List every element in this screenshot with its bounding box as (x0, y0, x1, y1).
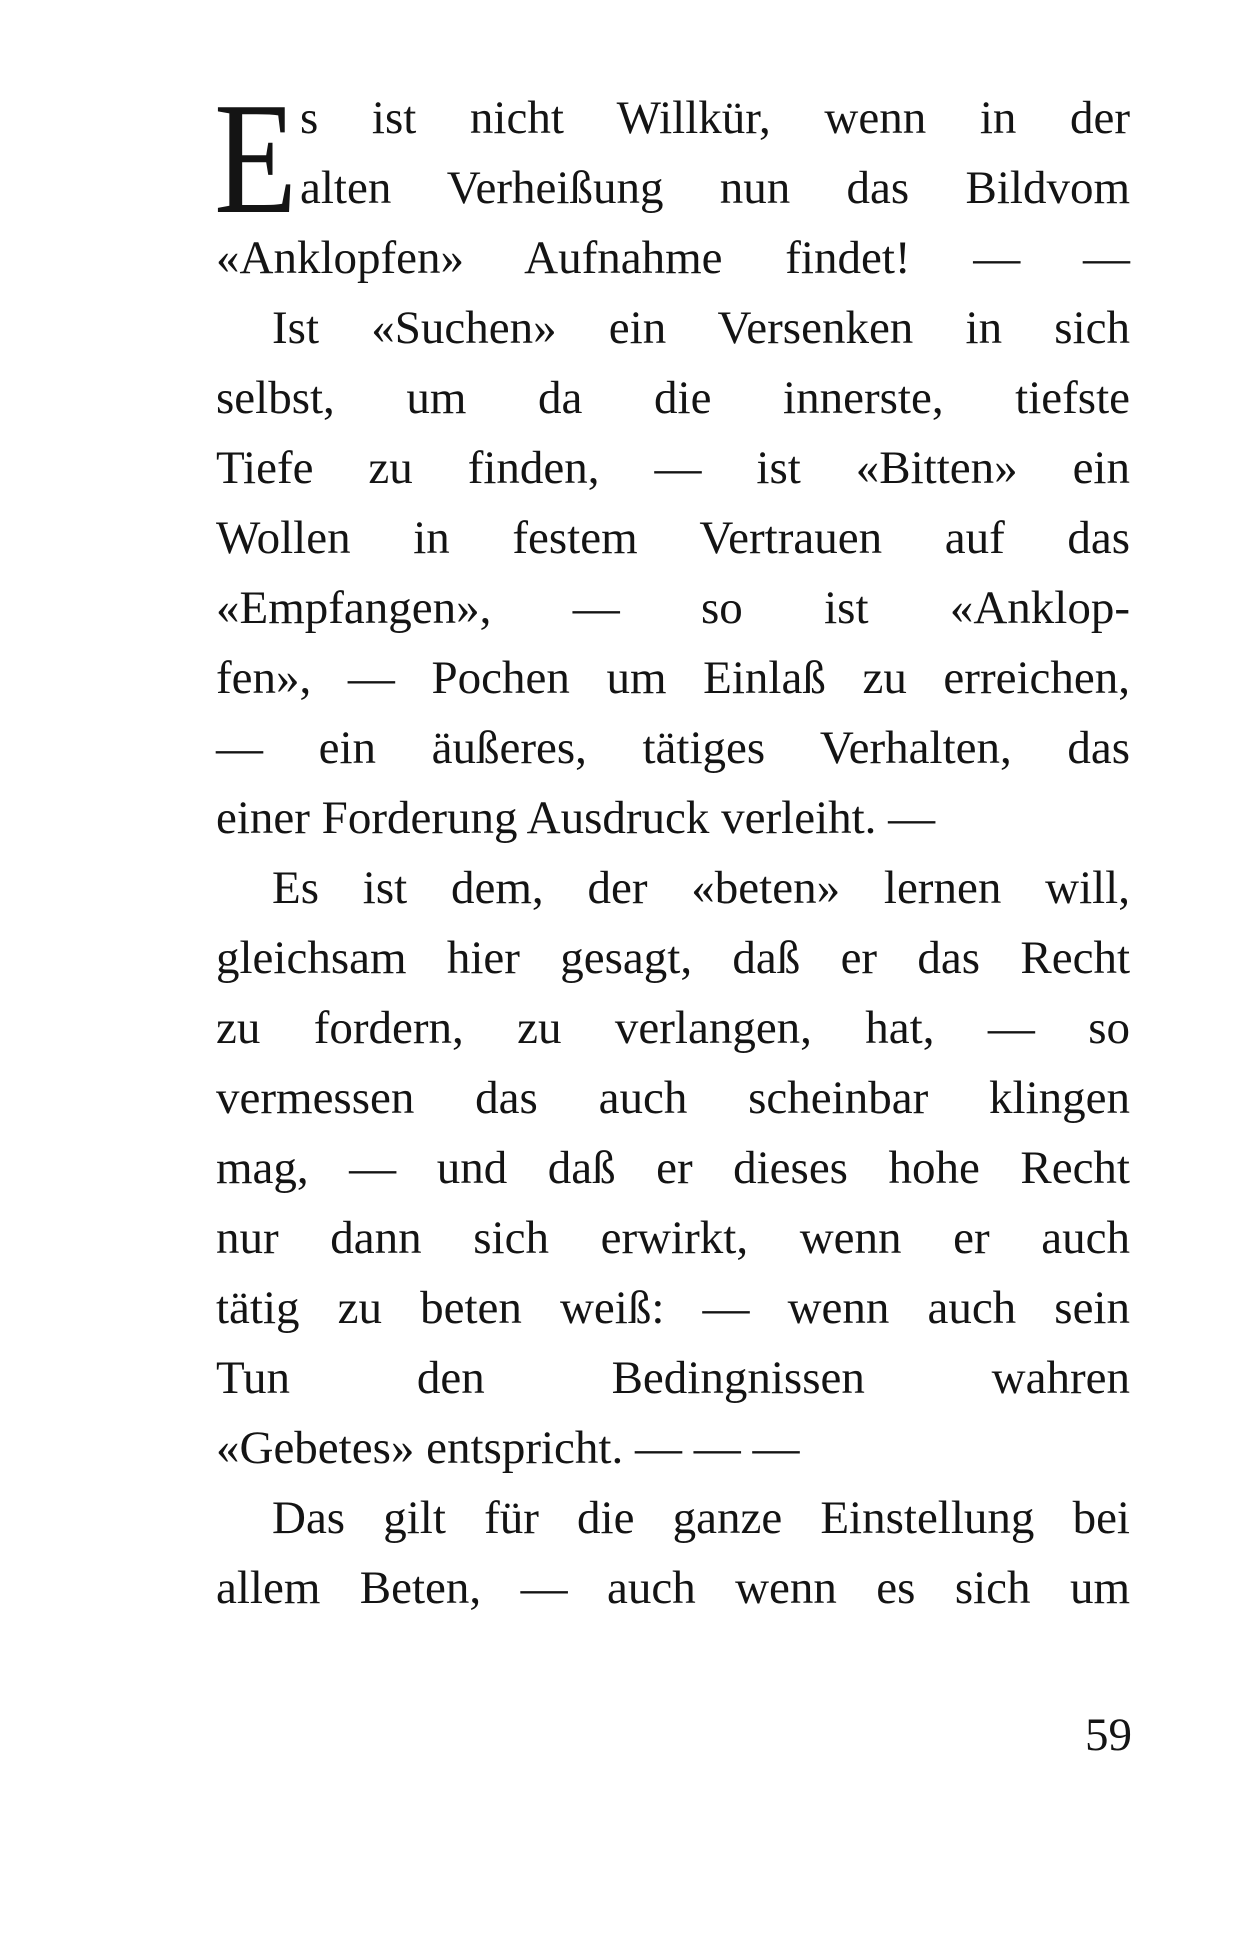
text-line: s ist nicht Willkür, wenn in der (300, 92, 1130, 144)
paragraph-start-line: Das gilt für die ganze Einstellung bei (272, 1492, 1130, 1544)
text-line: vermessen das auch scheinbar klingen (216, 1072, 1130, 1124)
text-line: «Anklopfen» Aufnahme findet! — — (216, 232, 1130, 284)
text-line: einer Forderung Ausdruck verleiht. — (216, 792, 936, 844)
text-line: «Empfangen», — so ist «Anklop- (216, 582, 1130, 634)
text-line: allem Beten, — auch wenn es sich um (216, 1562, 1130, 1614)
text-line: zu fordern, zu verlangen, hat, — so (216, 1002, 1130, 1054)
text-line: Wollen in festem Vertrauen auf das (216, 512, 1130, 564)
text-line: «Gebetes» entspricht. — — — (216, 1422, 800, 1474)
text-line: gleichsam hier gesagt, daß er das Recht (216, 932, 1130, 984)
drop-cap-letter: E (214, 69, 298, 247)
text-line: fen», — Pochen um Einlaß zu erreichen, (216, 652, 1130, 704)
text-line: Tiefe zu finden, — ist «Bitten» ein (216, 442, 1130, 494)
text-line: mag, — und daß er dieses hohe Recht (216, 1142, 1130, 1194)
page-number: 59 (1085, 1709, 1132, 1761)
paragraph-start-line: Ist «Suchen» ein Versenken in sich (272, 302, 1130, 354)
drop-cap (214, 69, 298, 247)
text-line: — ein äußeres, tätiges Verhalten, das (216, 722, 1130, 774)
text-line: Tun den Bedingnissen wahren (216, 1352, 1130, 1404)
text-line: selbst, um da die innerste, tiefste (216, 372, 1130, 424)
text-line: tätig zu beten weiß: — wenn auch sein (216, 1282, 1130, 1334)
text-line: nur dann sich erwirkt, wenn er auch (216, 1212, 1130, 1264)
paragraph-start-line: Es ist dem, der «beten» lernen will, (272, 862, 1130, 914)
text-line: alten Verheißung nun das Bildvom (300, 162, 1130, 214)
